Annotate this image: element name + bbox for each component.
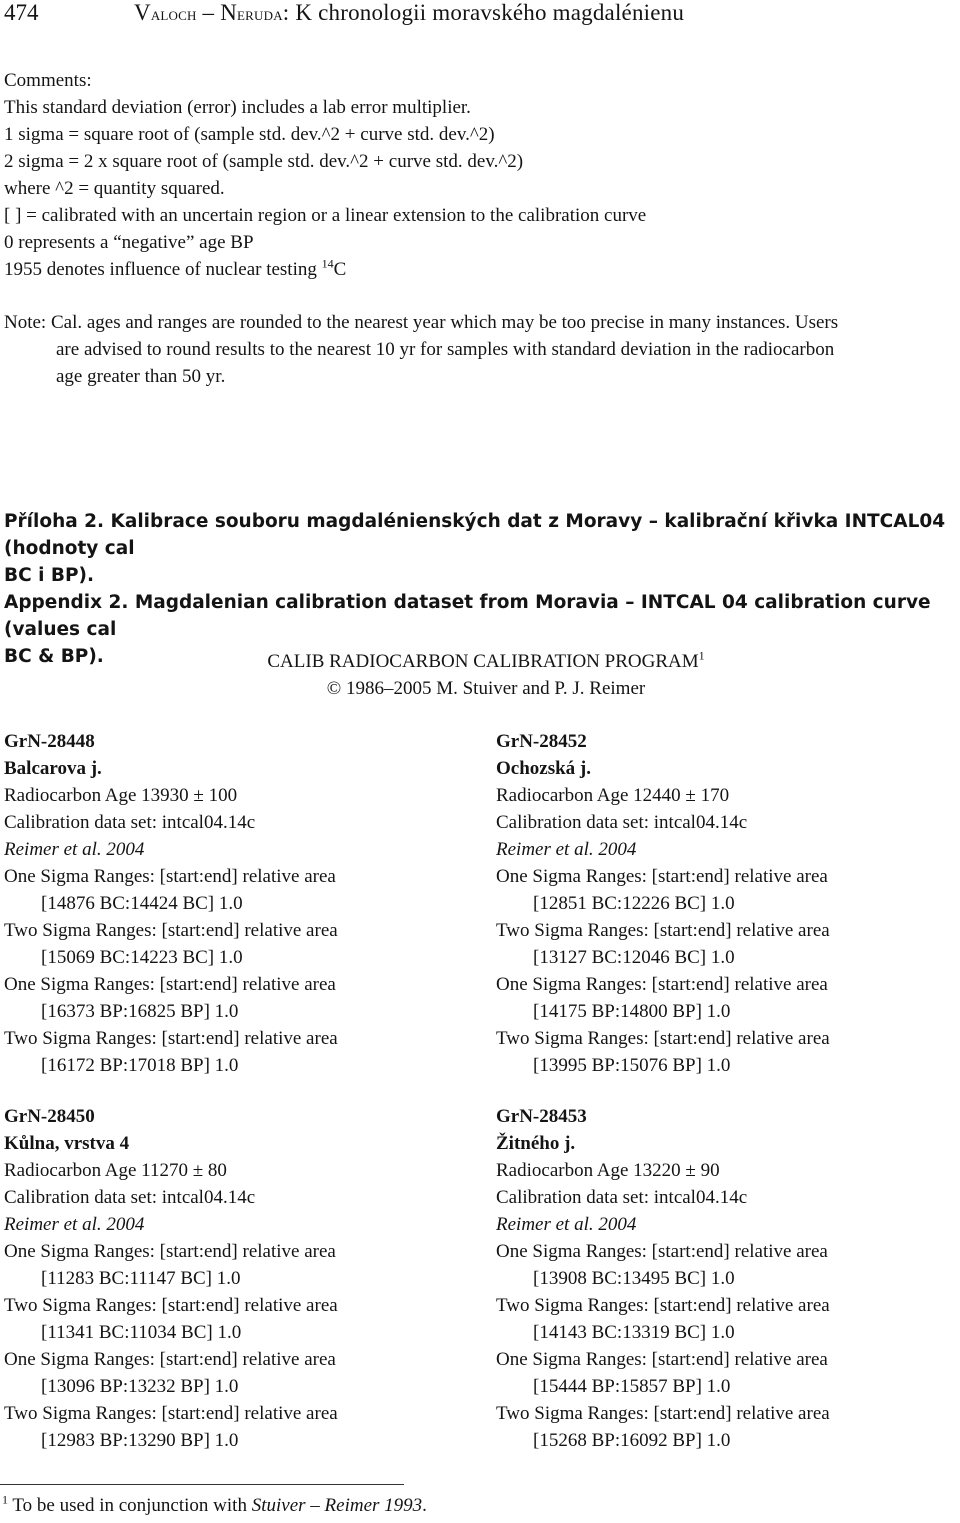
sample-code: GrN-28453: [496, 1106, 587, 1127]
footnote-citation: Stuiver – Reimer 1993: [251, 1495, 423, 1516]
range-label: Two Sigma Ranges: [start:end] relative area: [496, 1403, 830, 1424]
comments-block: [4, 67, 646, 283]
range-label: One Sigma Ranges: [start:end] relative area: [4, 974, 336, 995]
entry-block: [4, 728, 338, 1079]
note-line-3: age greater than 50 yr.: [56, 366, 226, 387]
comments-line: Comments:: [4, 70, 92, 91]
range-value: [13096 BP:13232 BP] 1.0: [41, 1376, 239, 1397]
program-title: CALIB RADIOCARBON CALIBRATION PROGRAM: [267, 651, 699, 672]
note-block: [4, 309, 958, 390]
reference: Reimer et al. 2004: [4, 839, 145, 860]
range-label: One Sigma Ranges: [start:end] relative area: [4, 866, 336, 887]
range-value: [11341 BC:11034 BC] 1.0: [41, 1322, 242, 1343]
radiocarbon-age: Radiocarbon Age 11270 ± 80: [4, 1160, 227, 1181]
program-title-line: [0, 648, 960, 675]
note-line-1: Note: Cal. ages and ranges are rounded to the nearest year which may be too precise in many instances. Users: [4, 312, 839, 333]
range-value: [12851 BC:12226 BC] 1.0: [533, 893, 735, 914]
radiocarbon-age: Radiocarbon Age 13930 ± 100: [4, 785, 238, 806]
nuclear-text: 1955 denotes influence of nuclear testing: [4, 259, 322, 280]
range-label: One Sigma Ranges: [start:end] relative area: [496, 1349, 828, 1370]
appendix-cz-line-1: Příloha 2. Kalibrace souboru magdalénienských dat z Moravy – kalibrační křivka INTCAL04 (hodnoty cal: [4, 511, 946, 559]
calibration-dataset: Calibration data set: intcal04.14c: [496, 812, 748, 833]
calibration-dataset: Calibration data set: intcal04.14c: [4, 1187, 256, 1208]
sample-code: GrN-28452: [496, 731, 587, 752]
site-name: Ochozská j.: [496, 758, 591, 779]
range-label: Two Sigma Ranges: [start:end] relative area: [4, 1295, 338, 1316]
range-value: [14175 BP:14800 BP] 1.0: [533, 1001, 731, 1022]
radiocarbon-age: Radiocarbon Age 13220 ± 90: [496, 1160, 720, 1181]
entry-block: [496, 728, 830, 1079]
comments-line: [ ] = calibrated with an uncertain region or a linear extension to the calibration curve: [4, 205, 647, 226]
nuclear-element: C: [333, 259, 347, 280]
footnote-mark: 1: [2, 1492, 8, 1507]
reference: Reimer et al. 2004: [4, 1214, 145, 1235]
author-1-initial: V: [134, 0, 151, 25]
reference: Reimer et al. 2004: [496, 1214, 637, 1235]
calibration-dataset: Calibration data set: intcal04.14c: [4, 812, 256, 833]
comments-line: where ^2 = quantity squared.: [4, 178, 225, 199]
range-label: Two Sigma Ranges: [start:end] relative area: [496, 920, 830, 941]
range-value: [15268 BP:16092 BP] 1.0: [533, 1430, 731, 1451]
comments-line: 2 sigma = 2 x square root of (sample std. dev.^2 + curve std. dev.^2): [4, 151, 524, 172]
site-name: Balcarova j.: [4, 758, 102, 779]
range-label: Two Sigma Ranges: [start:end] relative area: [4, 920, 338, 941]
range-label: One Sigma Ranges: [start:end] relative area: [496, 1241, 828, 1262]
range-value: [11283 BC:11147 BC] 1.0: [41, 1268, 241, 1289]
radiocarbon-age: Radiocarbon Age 12440 ± 170: [496, 785, 730, 806]
range-label: One Sigma Ranges: [start:end] relative area: [496, 866, 828, 887]
range-value: [13995 BP:15076 BP] 1.0: [533, 1055, 731, 1076]
author-dash: –: [202, 0, 215, 25]
reference: Reimer et al. 2004: [496, 839, 637, 860]
author-1-rest: aloch: [150, 4, 197, 25]
page-number: 474: [4, 0, 39, 25]
range-label: Two Sigma Ranges: [start:end] relative area: [4, 1403, 338, 1424]
range-value: [14143 BC:13319 BC] 1.0: [533, 1322, 735, 1343]
range-value: [16172 BP:17018 BP] 1.0: [41, 1055, 239, 1076]
entry-block: [4, 1103, 338, 1454]
program-footnote-mark: 1: [698, 648, 705, 663]
author-2-rest: eruda: [237, 4, 283, 25]
range-label: One Sigma Ranges: [start:end] relative area: [4, 1349, 336, 1370]
footnote-end: .: [422, 1495, 427, 1516]
range-label: One Sigma Ranges: [start:end] relative area: [4, 1241, 336, 1262]
comments-line: 1 sigma = square root of (sample std. dev.^2 + curve std. dev.^2): [4, 124, 495, 145]
nuclear-isotope-sup: 14: [321, 256, 334, 271]
entry-block: [496, 1103, 830, 1454]
appendix-en-line-2: BC & BP).: [4, 646, 104, 667]
sample-code: GrN-28450: [4, 1106, 95, 1127]
range-value: [15069 BC:14223 BC] 1.0: [41, 947, 243, 968]
article-title: K chronologii moravského magdalénienu: [295, 0, 685, 25]
range-label: Two Sigma Ranges: [start:end] relative area: [496, 1028, 830, 1049]
footnote: [2, 1492, 427, 1517]
range-value: [16373 BP:16825 BP] 1.0: [41, 1001, 239, 1022]
range-value: [14876 BC:14424 BC] 1.0: [41, 893, 243, 914]
range-value: [13127 BC:12046 BC] 1.0: [533, 947, 735, 968]
note-line-2: are advised to round results to the nearest 10 yr for samples with standard deviation in the radiocarbon: [56, 339, 835, 360]
comments-line: This standard deviation (error) includes a lab error multiplier.: [4, 97, 471, 118]
program-copyright: © 1986–2005 M. Stuiver and P. J. Reimer: [326, 678, 646, 699]
appendix-heading: [4, 508, 958, 670]
range-label: Two Sigma Ranges: [start:end] relative area: [496, 1295, 830, 1316]
comments-line: 0 represents a “negative” age BP: [4, 232, 254, 253]
range-label: One Sigma Ranges: [start:end] relative area: [496, 974, 828, 995]
comments-nuclear-line: [4, 256, 646, 283]
site-name: Kůlna, vrstva 4: [4, 1133, 130, 1154]
range-value: [13908 BC:13495 BC] 1.0: [533, 1268, 735, 1289]
appendix-cz-line-2: BC i BP).: [4, 565, 95, 586]
author-2-initial: N: [220, 0, 238, 25]
appendix-en-line-1: Appendix 2. Magdalenian calibration dataset from Moravia – INTCAL 04 calibration curve (values cal: [4, 592, 931, 640]
footnote-rule: [0, 1484, 404, 1485]
range-label: Two Sigma Ranges: [start:end] relative area: [4, 1028, 338, 1049]
running-header: [134, 0, 684, 26]
program-heading: [0, 648, 960, 702]
site-name: Žitného j.: [496, 1133, 576, 1154]
range-value: [12983 BP:13290 BP] 1.0: [41, 1430, 239, 1451]
author-colon: :: [282, 0, 290, 25]
calibration-dataset: Calibration data set: intcal04.14c: [496, 1187, 748, 1208]
range-value: [15444 BP:15857 BP] 1.0: [533, 1376, 731, 1397]
footnote-text: To be used in conjunction with: [8, 1495, 252, 1516]
sample-code: GrN-28448: [4, 731, 95, 752]
